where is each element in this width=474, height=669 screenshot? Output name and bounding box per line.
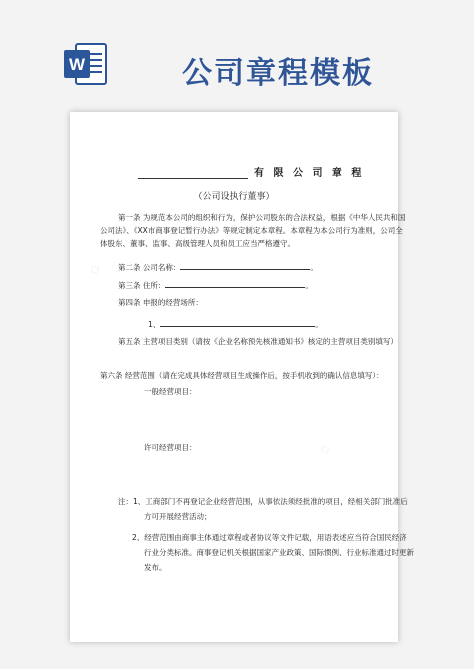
article-5: 第五条 主营项目类别（请按《企业名称预先核准通知书》核定的主营项目类别填写） bbox=[118, 337, 398, 346]
note-1-line-2: 方可开展经营活动； bbox=[144, 512, 212, 521]
general-business-label: 一般经营项目： bbox=[144, 387, 197, 396]
document-title bbox=[138, 164, 364, 179]
watermark: ◇ bbox=[87, 260, 103, 278]
address-line bbox=[165, 278, 305, 288]
article-6: 第六条 经营范围（请在完成具体经营项目生成操作后，按手机收到的确认信息填写）： bbox=[100, 371, 384, 380]
banner bbox=[0, 0, 474, 110]
business-place-line bbox=[160, 317, 315, 327]
article-3-end: 。 bbox=[305, 281, 313, 290]
article-2-label: 第二条 公司名称： bbox=[118, 263, 181, 272]
article-1-line-1: 第一条 为规范本公司的组织和行为，保护公司股东的合法权益，根据《中华人民共和国 bbox=[118, 213, 406, 222]
note-1-line-1: 注：1、工商部门不再登记企业经营范围，从事依法须经批准的项目，经相关部门批准后 bbox=[118, 497, 408, 506]
company-name-blank bbox=[138, 177, 248, 179]
article-3-label: 第三条 住所： bbox=[118, 281, 166, 290]
article-3 bbox=[118, 278, 313, 292]
word-icon bbox=[62, 40, 110, 88]
watermark: ◇ bbox=[317, 440, 333, 458]
article-4-end: 。 bbox=[315, 320, 323, 329]
licensed-business-label: 许可经营项目： bbox=[144, 443, 197, 452]
note-2-line-2: 行业分类标准。商事登记机关根据国家产业政策、国际惯例、行业标准通过时更新 bbox=[144, 548, 414, 557]
document-title-text: 有 限 公 司 章 程 bbox=[254, 168, 365, 179]
word-icon-letter: W bbox=[68, 55, 86, 74]
document-subtitle: （公司设执行董事） bbox=[193, 192, 275, 202]
article-2-end: 。 bbox=[310, 263, 318, 272]
article-1-line-3: 体股东、董事、监事、高级管理人员和员工应当严格遵守。 bbox=[100, 239, 295, 248]
article-4: 第四条 申报的经营场所： bbox=[118, 298, 203, 307]
banner-title: 公司章程模板 bbox=[182, 56, 374, 91]
company-name-line bbox=[180, 260, 310, 270]
article-2 bbox=[118, 260, 318, 274]
article-1-line-2: 公司法》、《XX市商事登记暂行办法》等规定制定本章程。本章程为本公司行为准则，公司全 bbox=[100, 226, 403, 235]
note-2-line-3: 发布。 bbox=[144, 563, 167, 572]
document-page bbox=[70, 112, 414, 642]
article-4-item-number: 1、 bbox=[148, 320, 161, 329]
note-2-line-1: 2、经营范围由商事主体通过章程或者协议等文件记载，用语表述应当符合国民经济 bbox=[132, 533, 407, 542]
article-4-item-1 bbox=[148, 317, 323, 331]
